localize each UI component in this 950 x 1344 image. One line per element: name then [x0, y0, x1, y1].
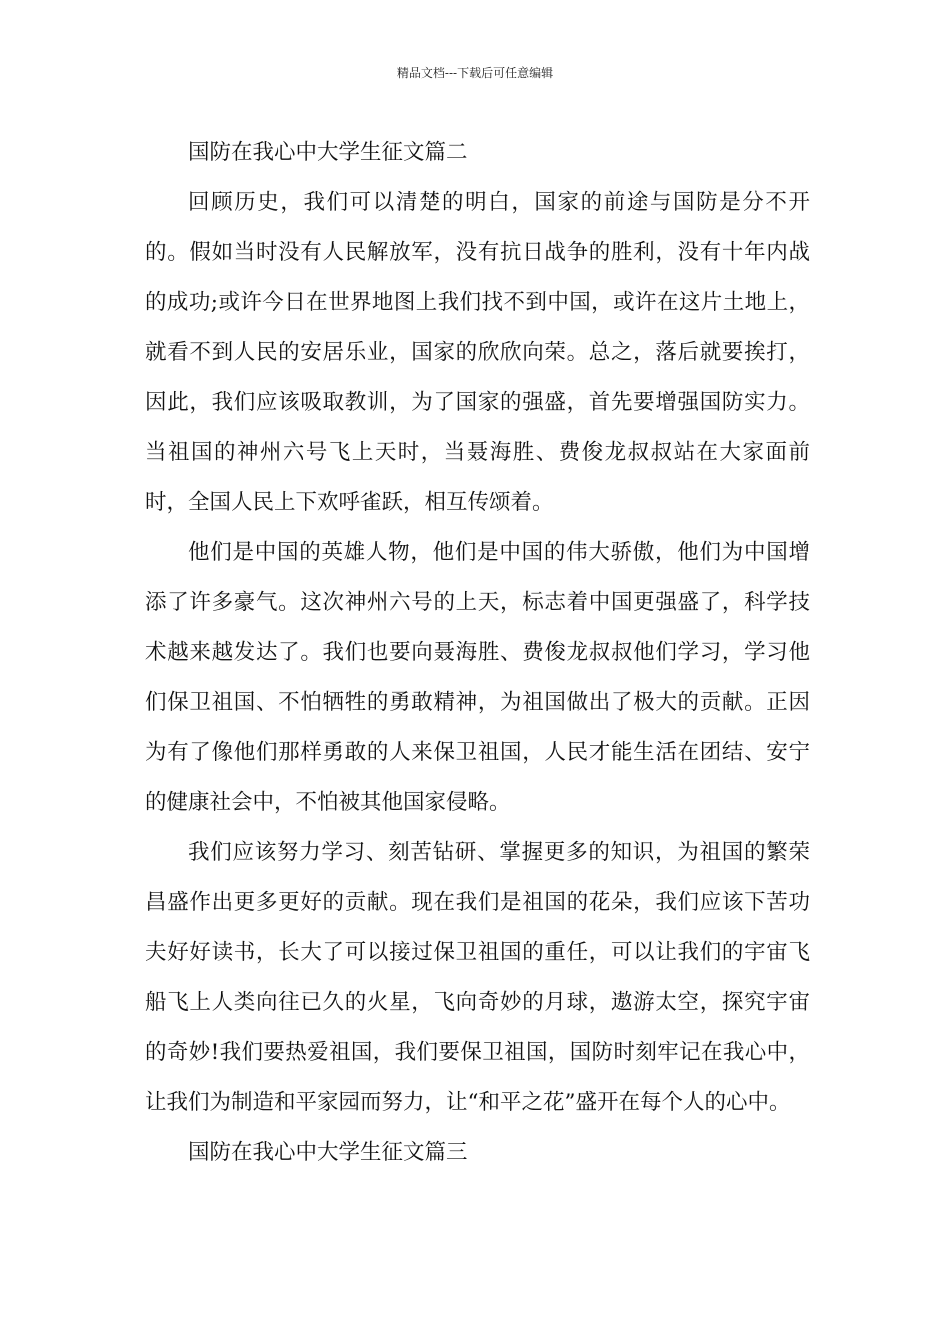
- document-body: [145, 128, 810, 1178]
- paragraph-1: 回顾历史，我们可以清楚的明白，国家的前途与国防是分不开的。假如当时没有人民解放军，没有抗日战争的胜利，没有十年内战的成功;或许今日在世界地图上我们找不到中国，或许在这片土地上，就看不到人民的安居乐业，国家的欣欣向荣。总之，落后就要挨打，因此，我们应该吸取教训，为了国家的强盛，首先要增强国防实力。当祖国的神州六号飞上天时，当聂海胜、费俊龙叔叔站在大家面前时，全国人民上下欢呼雀跃，相互传颂着。: [145, 190, 810, 515]
- page-header: 精品文档---下载后可任意编辑: [396, 66, 554, 80]
- paragraph-3: 我们应该努力学习、刻苦钻研、掌握更多的知识，为祖国的繁荣昌盛作出更多更好的贡献。现在我们是祖国的花朵，我们应该下苦功夫好好读书，长大了可以接过保卫祖国的重任，可以让我们的宇宙飞船飞上人类向往已久的火星，飞向奇妙的月球，遨游太空，探究宇宙的奇妙!我们要热爱祖国，我们要保卫祖国，国防时刻牢记在我心中，让我们为制造和平家园而努力，让“和平之花”盛开在每个人的心中。: [145, 840, 810, 1115]
- section-title-2: 国防在我心中大学生征文篇二: [188, 140, 468, 165]
- paragraph-2: 他们是中国的英雄人物，他们是中国的伟大骄傲，他们为中国增添了许多豪气。这次神州六号的上天，标志着中国更强盛了，科学技术越来越发达了。我们也要向聂海胜、费俊龙叔叔他们学习，学习他们保卫祖国、不怕牺牲的勇敢精神，为祖国做出了极大的贡献。正因为有了像他们那样勇敢的人来保卫祖国，人民才能生活在团结、安宁的健康社会中，不怕被其他国家侵略。: [145, 540, 810, 815]
- section-title-3: 国防在我心中大学生征文篇三: [188, 1140, 468, 1165]
